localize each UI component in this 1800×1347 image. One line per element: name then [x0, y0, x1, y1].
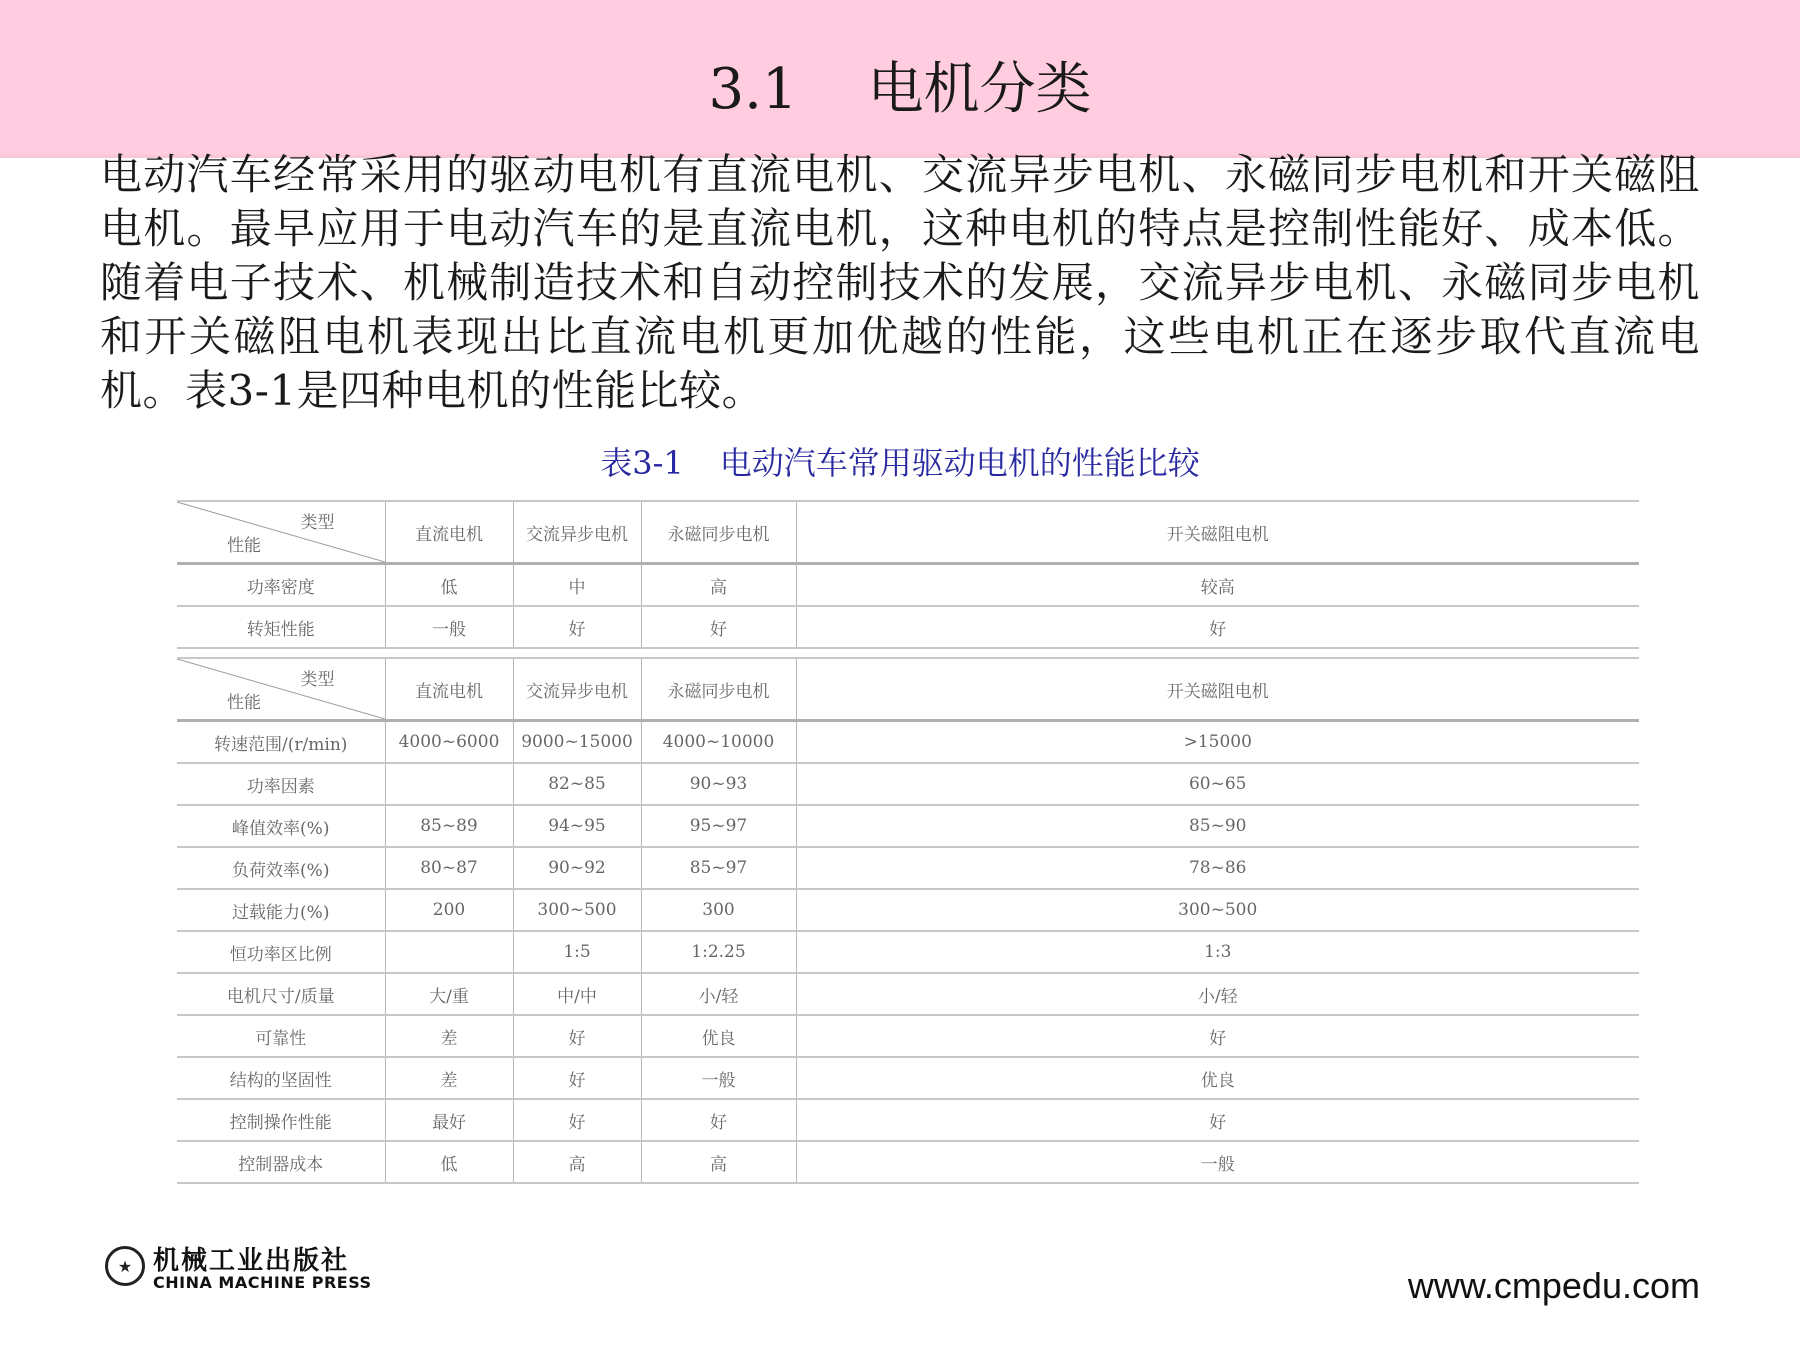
table-cell: 好 — [641, 1099, 796, 1141]
table-cell: 最好 — [385, 1099, 513, 1141]
table-cell: 9000~15000 — [513, 721, 641, 764]
table-row — [177, 805, 1639, 847]
row-label: 控制操作性能 — [177, 1099, 385, 1141]
table-cell: 60~65 — [796, 763, 1639, 805]
publisher-logo — [105, 1240, 405, 1300]
title-number: 3.1 — [708, 56, 798, 122]
table-caption — [0, 438, 1800, 484]
table-row — [177, 763, 1639, 805]
table-cell: 小/轻 — [641, 973, 796, 1015]
table-row — [177, 1057, 1639, 1099]
table-cell: 较高 — [796, 564, 1639, 607]
column-header: 开关磁阻电机 — [796, 658, 1639, 721]
table-cell: 中 — [513, 564, 641, 607]
column-header: 永磁同步电机 — [641, 501, 796, 564]
table-cell: 好 — [513, 606, 641, 648]
table-cell: 1:5 — [513, 931, 641, 973]
table-cell: 高 — [641, 1141, 796, 1183]
column-header: 交流异步电机 — [513, 501, 641, 564]
publisher-name-en: CHINA MACHINE PRESS — [153, 1273, 372, 1292]
table-cell: 95~97 — [641, 805, 796, 847]
table-cell: 1:3 — [796, 931, 1639, 973]
row-label: 结构的坚固性 — [177, 1057, 385, 1099]
table-cell: 好 — [513, 1015, 641, 1057]
table-cell: 好 — [513, 1099, 641, 1141]
diagonal-header-cell — [177, 501, 385, 564]
title-text: 电机分类 — [867, 56, 1092, 122]
gear-star-icon: ★ — [105, 1246, 145, 1286]
diagonal-line — [177, 659, 385, 719]
table-cell: 90~93 — [641, 763, 796, 805]
table-cell — [385, 931, 513, 973]
column-header: 开关磁阻电机 — [796, 501, 1639, 564]
table-row — [177, 847, 1639, 889]
column-header: 交流异步电机 — [513, 658, 641, 721]
table-cell: 低 — [385, 1141, 513, 1183]
slide-title — [708, 45, 1091, 125]
column-header: 直流电机 — [385, 658, 513, 721]
intro-paragraph: 电动汽车经常采用的驱动电机有直流电机、交流异步电机、永磁同步电机和开关磁阻电机。最早应用于电动汽车的是直流电机，这种电机的特点是控制性能好、成本低。随着电子技术、机械制造技术和自动控制技术的发展，交流异步电机、永磁同步电机和开关磁阻电机表现出比直流电机更加优越的性能，这些电机正在逐步取代直流电机。表3-1是四种电机的性能比较。 — [100, 150, 1700, 415]
table-cell: 85~97 — [641, 847, 796, 889]
performance-table-part1 — [177, 500, 1639, 649]
publisher-name-cn: 机械工业出版社 — [153, 1246, 350, 1276]
table-row — [177, 721, 1639, 764]
table-cell: 好 — [513, 1057, 641, 1099]
table-row — [177, 1099, 1639, 1141]
table-cell: 好 — [796, 606, 1639, 648]
table-row — [177, 931, 1639, 973]
table-cell — [385, 763, 513, 805]
row-label: 负荷效率(%) — [177, 847, 385, 889]
table-cell: 82~85 — [513, 763, 641, 805]
website-url: www.cmpedu.com — [1407, 1265, 1700, 1306]
table-cell: 好 — [796, 1015, 1639, 1057]
table-cell: 高 — [513, 1141, 641, 1183]
table-cell: 78~86 — [796, 847, 1639, 889]
performance-table-part2 — [177, 657, 1639, 1184]
header-property-label: 性能 — [227, 536, 261, 556]
table-cell: 90~92 — [513, 847, 641, 889]
row-label: 转矩性能 — [177, 606, 385, 648]
table-row — [177, 1141, 1639, 1183]
table-cell: 1:2.25 — [641, 931, 796, 973]
header-property-label: 性能 — [227, 693, 261, 713]
row-label: 可靠性 — [177, 1015, 385, 1057]
table-cell: 大/重 — [385, 973, 513, 1015]
table-cell: 差 — [385, 1057, 513, 1099]
table-row — [177, 889, 1639, 931]
table-cell: 优良 — [796, 1057, 1639, 1099]
table-cell: 200 — [385, 889, 513, 931]
table-cell: 优良 — [641, 1015, 796, 1057]
row-label: 峰值效率(%) — [177, 805, 385, 847]
column-header: 永磁同步电机 — [641, 658, 796, 721]
diagonal-header-cell — [177, 658, 385, 721]
table-header-row — [177, 501, 1639, 564]
table-row — [177, 606, 1639, 648]
table-cell: 好 — [796, 1099, 1639, 1141]
diagonal-line — [177, 502, 385, 562]
row-label: 转速范围/(r/min) — [177, 721, 385, 764]
table-cell: >15000 — [796, 721, 1639, 764]
caption-number: 表3-1 — [600, 444, 684, 482]
table-row — [177, 564, 1639, 607]
header-type-label: 类型 — [300, 513, 335, 533]
table-cell: 4000~6000 — [385, 721, 513, 764]
table-cell: 好 — [641, 606, 796, 648]
row-label: 控制器成本 — [177, 1141, 385, 1183]
table-cell: 85~89 — [385, 805, 513, 847]
title-bar — [0, 0, 1800, 158]
table-cell: 300 — [641, 889, 796, 931]
table-cell: 85~90 — [796, 805, 1639, 847]
header-type-label: 类型 — [300, 670, 335, 690]
table-cell: 300~500 — [796, 889, 1639, 931]
table-cell: 中/中 — [513, 973, 641, 1015]
table-cell: 高 — [641, 564, 796, 607]
row-label: 过载能力(%) — [177, 889, 385, 931]
table-cell: 一般 — [796, 1141, 1639, 1183]
table-cell: 低 — [385, 564, 513, 607]
table-cell: 差 — [385, 1015, 513, 1057]
table-cell: 300~500 — [513, 889, 641, 931]
column-header: 直流电机 — [385, 501, 513, 564]
table-cell: 一般 — [641, 1057, 796, 1099]
table-cell: 小/轻 — [796, 973, 1639, 1015]
table-cell: 一般 — [385, 606, 513, 648]
row-label: 恒功率区比例 — [177, 931, 385, 973]
table-row — [177, 1015, 1639, 1057]
table-cell: 4000~10000 — [641, 721, 796, 764]
table-cell: 94~95 — [513, 805, 641, 847]
table-header-row — [177, 658, 1639, 721]
table-cell: 80~87 — [385, 847, 513, 889]
row-label: 功率因素 — [177, 763, 385, 805]
table-row — [177, 973, 1639, 1015]
caption-text: 电动汽车常用驱动电机的性能比较 — [719, 444, 1200, 482]
row-label: 电机尺寸/质量 — [177, 973, 385, 1015]
row-label: 功率密度 — [177, 564, 385, 607]
